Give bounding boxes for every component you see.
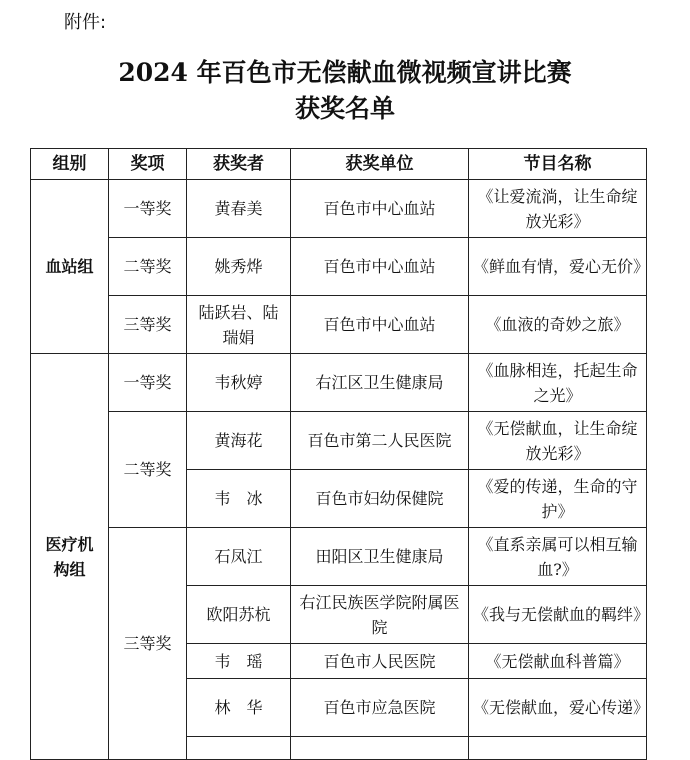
unit-cell: 右江区卫生健康局 (291, 354, 469, 412)
program-cell: 《血液的奇妙之旅》 (469, 296, 647, 354)
winner-cell: 黄春美 (187, 180, 291, 238)
group-medical-institutions (31, 354, 109, 760)
winner-cell: 陆跃岩、陆瑞娟 (187, 296, 291, 354)
group-blood-station: 血站组 (31, 180, 109, 354)
award-cell: 一等奖 (109, 180, 187, 238)
table-row (31, 238, 647, 296)
header-group: 组别 (31, 149, 109, 180)
attachment-label: 附件: (64, 12, 107, 33)
program-cell: 《鲜血有情，爱心无价》 (469, 238, 647, 296)
winner-cell: 石凤江 (187, 528, 291, 586)
table-row (31, 296, 647, 354)
unit-cell: 百色市第二人民医院 (291, 412, 469, 470)
award-table (30, 148, 650, 760)
header-award: 奖项 (109, 149, 187, 180)
unit-cell: 百色市应急医院 (291, 679, 469, 737)
program-cell: 《无偿献血科普篇》 (469, 644, 647, 679)
winner-cell: 欧阳苏杭 (187, 586, 291, 644)
group-medical-line1: 医疗机 (45, 534, 94, 554)
document-subtitle: 获奖名单 (294, 94, 395, 123)
award-cell: 三等奖 (109, 296, 187, 354)
winner-cell: 韦秋婷 (187, 354, 291, 412)
winner-cell: 韦 冰 (187, 470, 291, 528)
program-cell: 《我与无偿献血的羁绊》 (469, 586, 647, 644)
table-row (31, 412, 647, 470)
table-header-row (31, 149, 647, 180)
winner-cell: 韦 瑶 (187, 644, 291, 679)
winner-cell: 姚秀烨 (187, 238, 291, 296)
program-cell: 《血脉相连，托起生命之光》 (469, 354, 647, 412)
unit-cell: 田阳区卫生健康局 (291, 528, 469, 586)
program-cell: 《无偿献血，让生命绽放光彩》 (469, 412, 647, 470)
header-program: 节目名称 (469, 149, 647, 180)
header-winner: 获奖者 (187, 149, 291, 180)
table-row (31, 180, 647, 238)
winner-cell-empty (187, 737, 291, 760)
document-title: 2024 年百色市无偿献血微视频宣讲比赛 (118, 58, 572, 87)
award-cell: 一等奖 (109, 354, 187, 412)
award-cell: 三等奖 (109, 528, 187, 760)
unit-cell: 百色市中心血站 (291, 180, 469, 238)
group-medical-line2: 构组 (53, 559, 86, 579)
unit-cell: 百色市妇幼保健院 (291, 470, 469, 528)
program-cell-empty (469, 737, 647, 760)
program-cell: 《爱的传递，生命的守护》 (469, 470, 647, 528)
program-cell: 《让爱流淌，让生命绽放光彩》 (469, 180, 647, 238)
table-row (31, 528, 647, 586)
unit-cell: 百色市人民医院 (291, 644, 469, 679)
award-cell: 二等奖 (109, 238, 187, 296)
winner-cell: 黄海花 (187, 412, 291, 470)
program-cell: 《无偿献血，爱心传递》 (469, 679, 647, 737)
program-cell: 《直系亲属可以相互输血?》 (469, 528, 647, 586)
unit-cell: 右江民族医学院附属医院 (291, 586, 469, 644)
award-cell: 二等奖 (109, 412, 187, 528)
winner-cell: 林 华 (187, 679, 291, 737)
unit-cell: 百色市中心血站 (291, 296, 469, 354)
unit-cell-empty (291, 737, 469, 760)
table-row (31, 354, 647, 412)
header-unit: 获奖单位 (291, 149, 469, 180)
unit-cell: 百色市中心血站 (291, 238, 469, 296)
